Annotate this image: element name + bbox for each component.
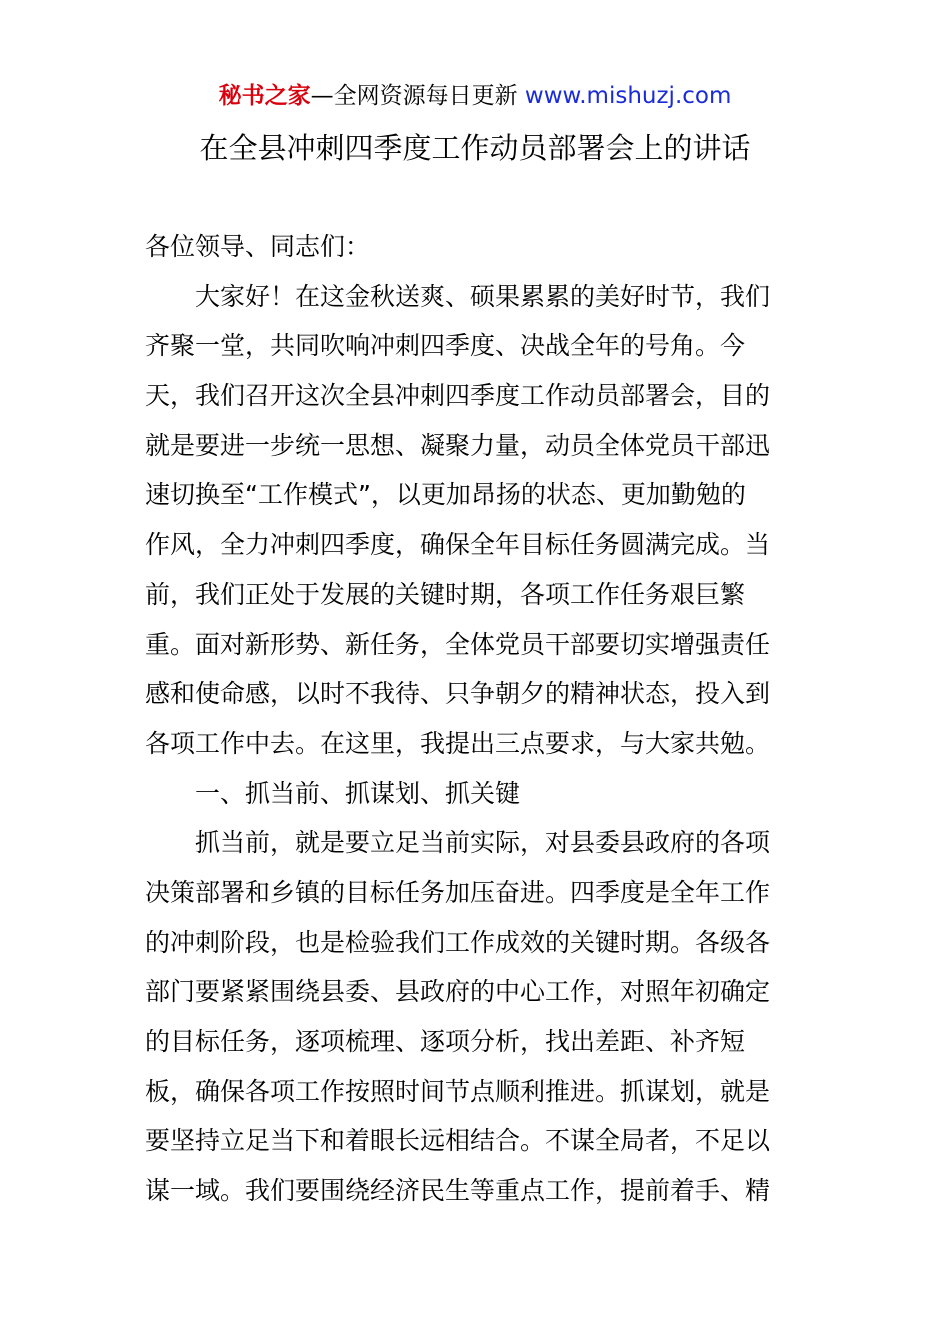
document-body [145,222,807,1216]
text-line: 要坚持立足当下和着眼长远相结合。不谋全局者，不足以 [145,1126,771,1156]
site-link[interactable]: www.mishuzj.com [524,83,732,109]
text-line: 天，我们召开这次全县冲刺四季度工作动员部署会，目的 [145,381,771,411]
text-line: 谋一域。我们要围绕经济民生等重点工作，提前着手、精 [145,1176,771,1206]
text-line: 的目标任务，逐项梳理、逐项分析，找出差距、补齐短 [145,1027,746,1056]
text-line: 部门要紧紧围绕县委、县政府的中心工作，对照年初确定 [145,977,771,1007]
salutation: 各位领导、同志们： [145,232,371,261]
text-line: 一、抓当前、抓谋划、抓关键 [195,778,521,808]
text-line: 决策部署和乡镇的目标任务加压奋进。四季度是全年工作 [145,877,771,907]
text-line: 作风，全力冲刺四季度，确保全年目标任务圆满完成。当 [145,530,771,560]
document-title: 在全县冲刺四季度工作动员部署会上的讲话 [199,131,751,165]
text-line: 重。面对新形势、新任务，全体党员干部要切实增强责任 [145,629,771,659]
text-line: 抓当前，就是要立足当前实际，对县委县政府的各项 [195,828,771,858]
text-line: 的冲刺阶段，也是检验我们工作成效的关键时期。各级各 [145,927,771,957]
text-line: 板，确保各项工作按照时间节点顺利推进。抓谋划，就是 [145,1076,771,1106]
text-line: 速切换至“工作模式”，以更加昂扬的状态、更加勤勉的 [145,480,746,510]
text-line: 前，我们正处于发展的关键时期，各项工作任务艰巨繁 [145,579,746,609]
header-tagline: —全网资源每日更新 [310,83,525,109]
brand-name: 秘书之家 [218,83,311,109]
site-header [0,80,950,112]
text-line: 大家好！在这金秋送爽、硕果累累的美好时节，我们 [195,281,771,311]
text-line: 感和使命感，以时不我待、只争朝夕的精神状态，投入到 [145,679,771,709]
text-line: 各项工作中去。在这里，我提出三点要求，与大家共勉。 [145,728,771,758]
text-line: 齐聚一堂，共同吹响冲刺四季度、决战全年的号角。今 [145,331,746,361]
text-line: 就是要进一步统一思想、凝聚力量，动员全体党员干部迅 [145,430,771,460]
